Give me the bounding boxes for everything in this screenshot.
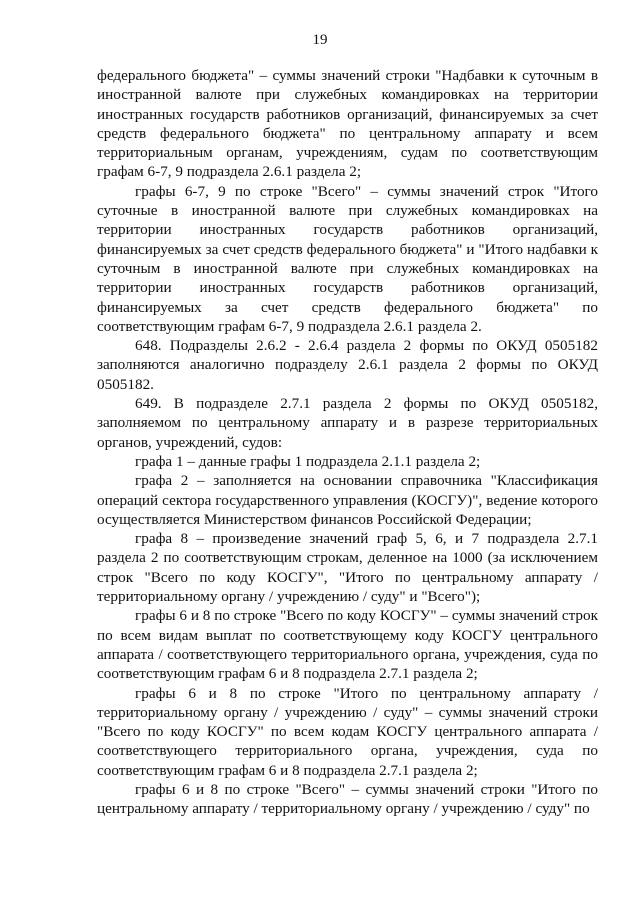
paragraph: графы 6-7, 9 по строке "Всего" – суммы значений строк "Итого суточные в иностранной валюте при служебных командировках на территории иностранных государств работников организаций, финансируемых за счет средств федерального бюджета" и "Итого надбавки к суточным в иностранной валюте при служебных командировках на территории иностранных государств работников организаций, финансируемых за счет средств федерального бюджета" по соответствующим графам 6-7, 9 подраздела 2.6.1 раздела 2. <box>97 182 598 335</box>
paragraph-item-648: 648. Подразделы 2.6.2 - 2.6.4 раздела 2 формы по ОКУД 0505182 заполняются аналогично подразделу 2.6.1 раздела 2 формы по ОКУД 0505182. <box>97 337 598 393</box>
paragraph: графа 2 – заполняется на основании справочника "Классификация операций сектора государственного управления (КОСГУ)", ведение которого осуществляется Министерством финансов Российской Федерации; <box>97 472 598 528</box>
page-number: 19 <box>312 32 328 48</box>
paragraph: графа 1 – данные графы 1 подраздела 2.1.1 раздела 2; <box>135 452 481 470</box>
paragraph-continued: федерального бюджета" – суммы значений строки "Надбавки к суточным в иностранной валюте при служебных командировках на территории иностранных государств работников организаций, финансируемых за счет средств федерального бюджета" по центральному аппарату и всем территориальным органам, учреждениям, судам по соответствующим графам 6-7, 9 подраздела 2.6.1 раздела 2; <box>97 67 598 181</box>
paragraph: графы 6 и 8 по строке "Всего по коду КОСГУ" – суммы значений строк по всем видам выплат по соответствующему коду КОСГУ центрального аппарата / соответствующего территориального органа, учреждения, суда по соответствующим графам 6 и 8 подраздела 2.7.1 раздела 2; <box>97 607 598 683</box>
paragraph: графы 6 и 8 по строке "Итого по центральному аппарату / территориальному органу / учреждению / суду" – суммы значений строки "Всего по коду КОСГУ" по всем кодам КОСГУ центрального аппарата / соответствующего территориального органа, учреждения, суда по соответствующим графам 6 и 8 подраздела 2.7.1 раздела 2; <box>97 684 598 779</box>
paragraph: графы 6 и 8 по строке "Всего" – суммы значений строки "Итого по центральному аппарату / территориальному органу / учреждению / суду" по <box>97 780 598 818</box>
paragraph: графа 8 – произведение значений граф 5, 6, и 7 подраздела 2.7.1 раздела 2 по соответствующим строкам, деленное на 1000 (за исключением строк "Всего по коду КОСГУ", "Итого по центральному аппарату / территориальному органу / учреждению / суду" и "Всего"); <box>97 530 598 606</box>
document-body <box>97 66 598 819</box>
paragraph-item-649: 649. В подразделе 2.7.1 раздела 2 формы по ОКУД 0505182, заполняемом по центральному аппарату и в разрезе территориальных органов, учреждений, судов: <box>97 395 598 451</box>
